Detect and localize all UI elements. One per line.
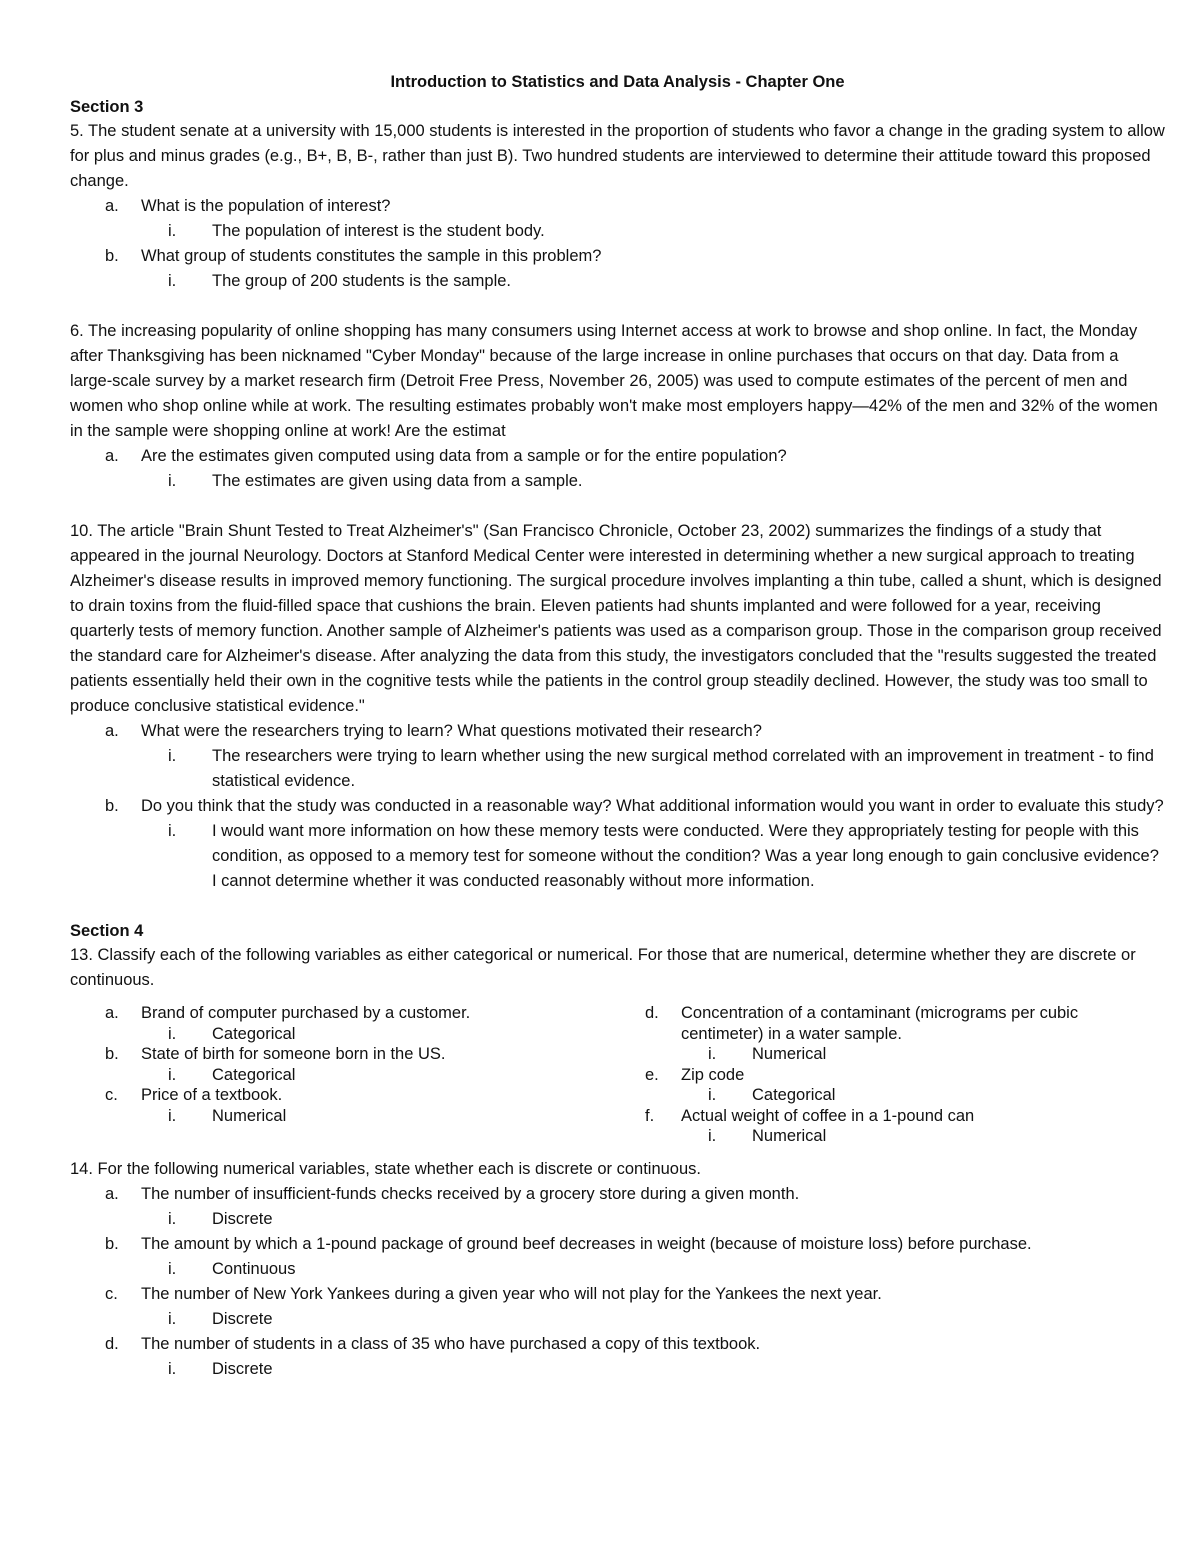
answer-6a <box>70 469 1165 494</box>
item-text: Zip code <box>681 1065 745 1084</box>
question-13-right-column <box>610 1003 1165 1147</box>
answer-text: Discrete <box>212 1310 273 1328</box>
answer-10b <box>70 819 1165 894</box>
item-text: Concentration of a contaminant (micrograms per cubic centimeter) in a water sample. <box>681 1004 1079 1043</box>
question-10a-text: What were the researchers trying to learn? What questions motivated their research? <box>141 722 762 740</box>
list-answer <box>70 1307 1165 1332</box>
list-marker: c. <box>105 1086 118 1104</box>
question-5a-text: What is the population of interest? <box>141 197 391 215</box>
question-13-left-column <box>70 1003 610 1126</box>
question-14-text: 14. For the following numerical variables, state whether each is discrete or continuous. <box>70 1160 701 1178</box>
list-marker: i. <box>168 1065 177 1084</box>
list-answer <box>70 1357 1165 1382</box>
answer-text: Categorical <box>752 1086 836 1104</box>
list-marker: d. <box>645 1004 659 1022</box>
document-page <box>70 70 1165 1382</box>
list-item <box>70 1232 1165 1257</box>
list-answer <box>70 1207 1165 1232</box>
list-item <box>70 1085 610 1106</box>
list-marker: i. <box>168 1024 177 1043</box>
item-text: Actual weight of coffee in a 1-pound can <box>681 1106 975 1125</box>
question-10b-text: Do you think that the study was conducted in a reasonable way? What additional information would you want in order to evaluate this study? <box>141 797 1164 815</box>
answer-5b <box>70 269 1165 294</box>
answer-text: Continuous <box>212 1260 296 1278</box>
answer-6a-text: The estimates are given using data from a sample. <box>212 472 583 490</box>
item-text: Price of a textbook. <box>141 1086 283 1104</box>
list-marker: d. <box>105 1335 119 1353</box>
list-marker: a. <box>105 197 119 215</box>
question-10b <box>70 794 1165 819</box>
list-marker: b. <box>105 1045 119 1063</box>
answer-text: Numerical <box>212 1106 287 1125</box>
list-marker: i. <box>708 1127 717 1145</box>
list-answer <box>70 1106 610 1127</box>
answer-text: Numerical <box>752 1127 827 1145</box>
question-6a-text: Are the estimates given computed using data from a sample or for the entire population? <box>141 447 787 465</box>
list-answer <box>70 1024 610 1045</box>
list-marker: b. <box>105 797 119 815</box>
list-marker: i. <box>168 1260 177 1278</box>
question-10a <box>70 719 1165 744</box>
list-marker: i. <box>168 1310 177 1328</box>
list-item <box>610 1065 1165 1086</box>
answer-10b-text: I would want more information on how these memory tests were conducted. Were they appropriately testing for people with this condition, as opposed to a memory test for someone without the condition? Was a year long enough to gain conclusive evidence? I cannot determine whether it was conducted reasonably without more information. <box>212 822 1159 890</box>
item-text: Brand of computer purchased by a customer. <box>141 1004 471 1022</box>
list-marker: c. <box>105 1285 118 1303</box>
answer-10a-text: The researchers were trying to learn whether using the new surgical method correlated with an improvement in treatment - to find statistical evidence. <box>212 747 1154 790</box>
answer-text: Discrete <box>212 1360 273 1378</box>
list-marker: e. <box>645 1065 659 1084</box>
list-marker: a. <box>105 1004 119 1022</box>
item-text: The number of students in a class of 35 who have purchased a copy of this textbook. <box>141 1335 761 1353</box>
list-item <box>70 1182 1165 1207</box>
answer-5a-text: The population of interest is the student body. <box>212 222 545 240</box>
list-marker: i. <box>168 822 177 840</box>
question-13-columns <box>70 1003 1165 1143</box>
list-answer <box>70 1257 1165 1282</box>
answer-10a <box>70 744 1165 794</box>
answer-text: Numerical <box>752 1045 827 1063</box>
list-answer <box>70 1065 610 1086</box>
question-6-text: 6. The increasing popularity of online shopping has many consumers using Internet access at work to browse and shop online. In fact, the Monday after Thanksgiving has been nicknamed "Cyber Monday" because of the large increase in online purchases that occurs on that day. Data from a large-scale survey by a market research firm (Detroit Free Press, November 26, 2005) was used to compute estimates of the percent of men and women who shop online while at work. The resulting estimates probably won't make most employers happy—42% of the men and 32% of the women in the sample were shopping online at work! Are the estimat <box>70 322 1158 440</box>
item-text: The number of insufficient-funds checks received by a grocery store during a given month. <box>141 1185 800 1203</box>
item-text: State of birth for someone born in the US. <box>141 1045 446 1063</box>
list-marker: b. <box>105 1235 119 1253</box>
list-marker: i. <box>168 272 177 290</box>
item-text: The amount by which a 1-pound package of ground beef decreases in weight (because of moisture loss) before purchase. <box>141 1235 1032 1253</box>
list-marker: i. <box>168 1106 177 1125</box>
list-answer <box>610 1044 1165 1065</box>
section-4-heading: Section 4 <box>70 922 144 940</box>
question-6a <box>70 444 1165 469</box>
list-marker: b. <box>105 247 119 265</box>
list-item <box>70 1003 610 1024</box>
answer-text: Categorical <box>212 1065 296 1084</box>
list-marker: i. <box>168 1360 177 1378</box>
answer-text: Discrete <box>212 1210 273 1228</box>
list-item <box>70 1044 610 1065</box>
list-marker: a. <box>105 1185 119 1203</box>
list-marker: i. <box>168 222 177 240</box>
answer-text: Categorical <box>212 1024 296 1043</box>
list-marker: i. <box>168 1210 177 1228</box>
list-item <box>610 1003 1165 1044</box>
list-item <box>70 1282 1165 1307</box>
list-marker: a. <box>105 722 119 740</box>
list-marker: a. <box>105 447 119 465</box>
question-5-text: 5. The student senate at a university with 15,000 students is interested in the proportion of students who favor a change in the grading system to allow for plus and minus grades (e.g., B+, B, B-, rather than just B). Two hundred students are interviewed to determine their attitude toward this proposed change. <box>70 122 1165 190</box>
list-marker: i. <box>708 1086 717 1104</box>
list-marker: i. <box>168 747 177 765</box>
question-5a <box>70 194 1165 219</box>
list-answer <box>610 1085 1165 1106</box>
section-3-heading: Section 3 <box>70 98 144 116</box>
question-10-text: 10. The article "Brain Shunt Tested to Treat Alzheimer's" (San Francisco Chronicle, October 23, 2002) summarizes the findings of a study that appeared in the journal Neurology. Doctors at Stanford Medical Center were interested in determining whether a new surgical approach to treating Alzheimer's disease results in improved memory functioning. The surgical procedure involves implanting a thin tube, called a shunt, which is designed to drain toxins from the fluid-filled space that cushions the brain. Eleven patients had shunts implanted and were followed for a year, receiving quarterly tests of memory function. Another sample of Alzheimer's patients was used as a comparison group. Those in the comparison group received the standard care for Alzheimer's disease. After analyzing the data from this study, the investigators concluded that the "results suggested the treated patients essentially held their own in the cognitive tests while the patients in the control group steadily declined. However, the study was too small to produce conclusive statistical evidence." <box>70 522 1162 715</box>
question-5b-text: What group of students constitutes the sample in this problem? <box>141 247 602 265</box>
question-5b <box>70 244 1165 269</box>
answer-5a <box>70 219 1165 244</box>
list-marker: i. <box>168 472 177 490</box>
list-answer <box>610 1126 1165 1147</box>
list-item <box>70 1332 1165 1357</box>
list-marker: i. <box>708 1045 717 1063</box>
question-13-text: 13. Classify each of the following variables as either categorical or numerical. For those that are numerical, determine whether they are discrete or continuous. <box>70 946 1136 989</box>
list-item <box>610 1106 1165 1127</box>
list-marker: f. <box>645 1106 655 1125</box>
answer-5b-text: The group of 200 students is the sample. <box>212 272 512 290</box>
page-title: Introduction to Statistics and Data Analysis - Chapter One <box>390 73 845 91</box>
item-text: The number of New York Yankees during a given year who will not play for the Yankees the next year. <box>141 1285 882 1303</box>
